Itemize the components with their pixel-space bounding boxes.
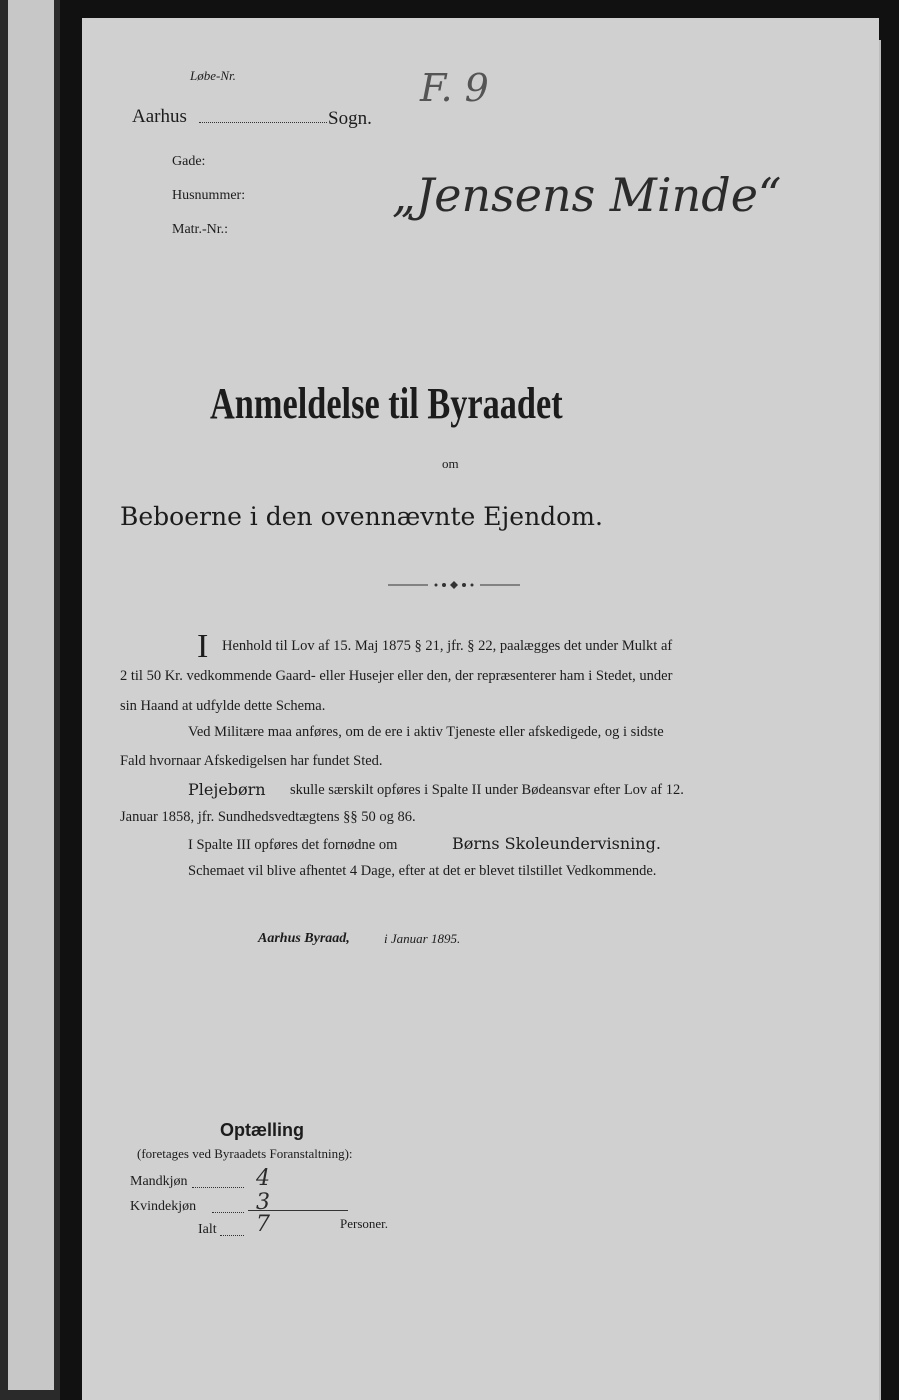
paragraph-3-line-1: skulle særskilt opføres i Spalte II under Bødeansvar efter Lov af 12.	[290, 782, 684, 798]
paragraph-1-line-1: Henhold til Lov af 15. Maj 1875 § 21, jfr. § 22, paalægges det under Mulkt af	[222, 638, 673, 654]
paragraph-2-line-1: Ved Militære maa anføres, om de ere i aktiv Tjeneste eller afskedigede, og i sidste	[188, 724, 664, 740]
sogn-dotted-line	[199, 106, 327, 123]
paragraph-1-line-2: 2 til 50 Kr. vedkommende Gaard- eller Husejer eller den, der repræsenterer ham i Stedet, under	[120, 668, 673, 684]
count-heading: Optælling	[220, 1120, 304, 1140]
women-label: Kvindekjøn	[130, 1199, 197, 1214]
matr-nr-label: Matr.-Nr.:	[172, 222, 228, 237]
city-label: Aarhus	[132, 106, 187, 127]
women-dots	[212, 1201, 244, 1213]
paragraph-1-line-3: sin Haand at udfylde dette Schema.	[120, 698, 326, 714]
persons-label: Personer.	[340, 1216, 389, 1231]
paragraph-5-line-1: Schemaet vil blive afhentet 4 Dage, efter at det er blevet tilstillet Vedkommende.	[188, 863, 657, 879]
ornament-divider	[388, 578, 520, 592]
paragraph-3-line-2: Januar 1858, jfr. Sundhedsvedtægtens §§ 50 og 86.	[120, 809, 416, 825]
paragraph-2-line-2: Fald hvornaar Afskedigelsen har fundet Sted.	[120, 753, 383, 769]
total-label: Ialt	[198, 1222, 217, 1237]
left-page-paper	[8, 0, 54, 1390]
count-note: (foretages ved Byraadets Foranstaltning):	[137, 1146, 353, 1161]
handwritten-address: „Jensens Minde“	[392, 168, 782, 222]
handwritten-code: F. 9	[420, 66, 489, 110]
men-value: 4	[256, 1166, 270, 1191]
signature-place: Aarhus Byraad,	[258, 931, 350, 946]
sogn-label: Sogn.	[328, 108, 372, 129]
men-label: Mandkjøn	[130, 1174, 188, 1189]
men-dots	[192, 1176, 244, 1188]
signature-date: i Januar 1895.	[384, 931, 461, 946]
plejeborn-word: Plejebørn	[188, 780, 266, 799]
lobe-nr-label: Løbe-Nr.	[190, 68, 236, 83]
total-dots	[220, 1224, 244, 1236]
document-subtitle: Beboerne i den ovennævnte Ejendom.	[120, 502, 603, 531]
husnummer-label: Husnummer:	[172, 188, 246, 203]
document-title: Anmeldelse til Byraadet	[210, 379, 563, 428]
paragraph-4-line-1: I Spalte III opføres det fornødne om	[188, 837, 398, 853]
gade-label: Gade:	[172, 154, 206, 169]
sum-rule	[248, 1210, 348, 1211]
women-value: 3	[256, 1190, 270, 1215]
left-page-edge	[0, 0, 60, 1400]
total-value: 7	[256, 1212, 270, 1237]
paragraph-initial: I	[197, 628, 209, 665]
om-label: om	[442, 456, 459, 471]
borns-skoleundervisning-word: Børns Skoleundervisning.	[452, 834, 661, 853]
